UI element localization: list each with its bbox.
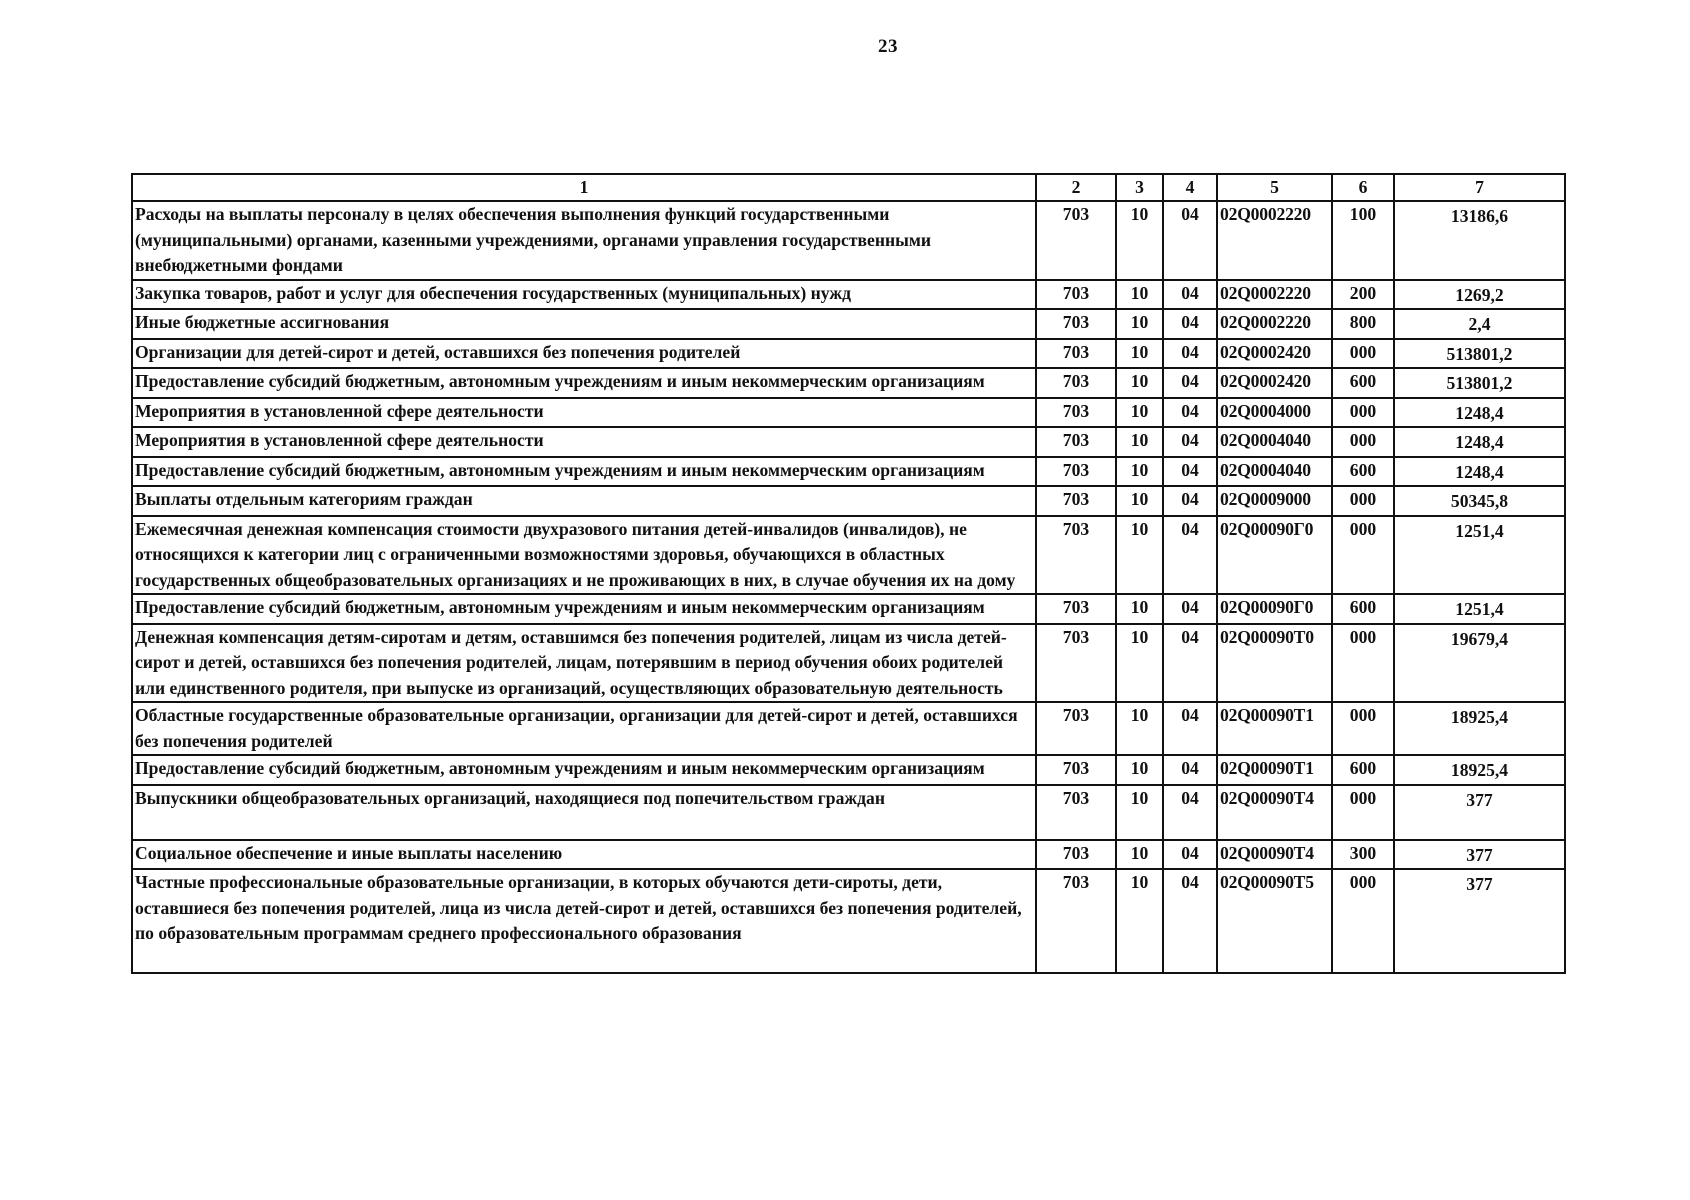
target-item-code: 02Q00090Т4: [1217, 840, 1332, 870]
expense-name: Предоставление субсидий бюджетным, автономным учреждениям и иным некоммерческим организациям: [132, 755, 1036, 785]
section-code: 10: [1116, 398, 1163, 428]
column-header: 5: [1217, 174, 1332, 201]
section-code: 10: [1116, 201, 1163, 280]
table-row: [132, 368, 1565, 398]
ministry-code: 703: [1036, 486, 1116, 516]
target-item-code: 02Q0002220: [1217, 280, 1332, 310]
section-code: 10: [1116, 624, 1163, 703]
expense-name: Организации для детей-сирот и детей, оставшихся без попечения родителей: [132, 339, 1036, 369]
expense-name: Предоставление субсидий бюджетным, автономным учреждениям и иным некоммерческим организациям: [132, 457, 1036, 487]
section-code: 10: [1116, 457, 1163, 487]
subsection-code: 04: [1163, 755, 1217, 785]
expense-type-code: 600: [1332, 755, 1394, 785]
column-header: 4: [1163, 174, 1217, 201]
ministry-code: 703: [1036, 840, 1116, 870]
subsection-code: 04: [1163, 201, 1217, 280]
section-code: 10: [1116, 339, 1163, 369]
target-item-code: 02Q0004000: [1217, 398, 1332, 428]
table-row: [132, 785, 1565, 840]
section-code: 10: [1116, 516, 1163, 595]
expense-type-code: 000: [1332, 624, 1394, 703]
ministry-code: 703: [1036, 339, 1116, 369]
ministry-code: 703: [1036, 201, 1116, 280]
table-row: [132, 755, 1565, 785]
subsection-code: 04: [1163, 785, 1217, 840]
amount: 513801,2: [1394, 339, 1565, 369]
expense-type-code: 000: [1332, 785, 1394, 840]
amount: 50345,8: [1394, 486, 1565, 516]
amount: 1251,4: [1394, 516, 1565, 595]
target-item-code: 02Q00090Т4: [1217, 785, 1332, 840]
table-row: [132, 486, 1565, 516]
expense-type-code: 000: [1332, 516, 1394, 595]
ministry-code: 703: [1036, 702, 1116, 755]
target-item-code: 02Q0009000: [1217, 486, 1332, 516]
section-code: 10: [1116, 594, 1163, 624]
subsection-code: 04: [1163, 398, 1217, 428]
expense-type-code: 800: [1332, 309, 1394, 339]
amount: 377: [1394, 869, 1565, 973]
target-item-code: 02Q0002420: [1217, 339, 1332, 369]
amount: 18925,4: [1394, 702, 1565, 755]
budget-table: [131, 173, 1566, 974]
expense-name: Выплаты отдельным категориям граждан: [132, 486, 1036, 516]
column-header: 6: [1332, 174, 1394, 201]
section-code: 10: [1116, 840, 1163, 870]
expense-type-code: 600: [1332, 368, 1394, 398]
expense-type-code: 000: [1332, 398, 1394, 428]
target-item-code: 02Q00090Т0: [1217, 624, 1332, 703]
section-code: 10: [1116, 869, 1163, 973]
column-header: 7: [1394, 174, 1565, 201]
table-row: [132, 309, 1565, 339]
target-item-code: 02Q0004040: [1217, 457, 1332, 487]
amount: 1248,4: [1394, 427, 1565, 457]
section-code: 10: [1116, 309, 1163, 339]
ministry-code: 703: [1036, 516, 1116, 595]
page-number: 23: [878, 36, 898, 57]
table-row: [132, 594, 1565, 624]
expense-name: Закупка товаров, работ и услуг для обеспечения государственных (муниципальных) нужд: [132, 280, 1036, 310]
expense-type-code: 000: [1332, 869, 1394, 973]
expense-name: Областные государственные образовательные организации, организации для детей-сирот и детей, оставшихся без попечения родителей: [132, 702, 1036, 755]
expense-type-code: 600: [1332, 594, 1394, 624]
expense-name: Мероприятия в установленной сфере деятельности: [132, 427, 1036, 457]
target-item-code: 02Q00090Т1: [1217, 702, 1332, 755]
expense-type-code: 200: [1332, 280, 1394, 310]
target-item-code: 02Q0002220: [1217, 309, 1332, 339]
ministry-code: 703: [1036, 457, 1116, 487]
expense-name: Мероприятия в установленной сфере деятельности: [132, 398, 1036, 428]
column-header: 2: [1036, 174, 1116, 201]
column-header: 3: [1116, 174, 1163, 201]
amount: 1251,4: [1394, 594, 1565, 624]
section-code: 10: [1116, 427, 1163, 457]
subsection-code: 04: [1163, 457, 1217, 487]
amount: 513801,2: [1394, 368, 1565, 398]
column-header: 1: [132, 174, 1036, 201]
expense-type-code: 000: [1332, 486, 1394, 516]
table-row: [132, 624, 1565, 703]
target-item-code: 02Q0002420: [1217, 368, 1332, 398]
target-item-code: 02Q0004040: [1217, 427, 1332, 457]
ministry-code: 703: [1036, 427, 1116, 457]
section-code: 10: [1116, 702, 1163, 755]
amount: 18925,4: [1394, 755, 1565, 785]
expense-name: Социальное обеспечение и иные выплаты населению: [132, 840, 1036, 870]
ministry-code: 703: [1036, 280, 1116, 310]
ministry-code: 703: [1036, 398, 1116, 428]
expense-type-code: 000: [1332, 702, 1394, 755]
target-item-code: 02Q00090Г0: [1217, 594, 1332, 624]
subsection-code: 04: [1163, 869, 1217, 973]
expense-name: Предоставление субсидий бюджетным, автономным учреждениям и иным некоммерческим организациям: [132, 594, 1036, 624]
amount: 1248,4: [1394, 457, 1565, 487]
expense-name: Выпускники общеобразовательных организаций, находящиеся под попечительством граждан: [132, 785, 1036, 840]
amount: 19679,4: [1394, 624, 1565, 703]
table-row: [132, 457, 1565, 487]
amount: 377: [1394, 785, 1565, 840]
ministry-code: 703: [1036, 309, 1116, 339]
subsection-code: 04: [1163, 427, 1217, 457]
expense-type-code: 100: [1332, 201, 1394, 280]
expense-type-code: 000: [1332, 427, 1394, 457]
subsection-code: 04: [1163, 368, 1217, 398]
expense-type-code: 600: [1332, 457, 1394, 487]
expense-type-code: 300: [1332, 840, 1394, 870]
table-row: [132, 201, 1565, 280]
section-code: 10: [1116, 368, 1163, 398]
subsection-code: 04: [1163, 280, 1217, 310]
table-row: [132, 702, 1565, 755]
section-code: 10: [1116, 280, 1163, 310]
section-code: 10: [1116, 785, 1163, 840]
subsection-code: 04: [1163, 516, 1217, 595]
target-item-code: 02Q0002220: [1217, 201, 1332, 280]
table-row: [132, 516, 1565, 595]
expense-name: Денежная компенсация детям-сиротам и детям, оставшимся без попечения родителей, лицам из числа детей-сирот и детей, оставшихся без попечения родителей, лицам, потерявшим в период обучения обоих родителей или единственного родителя, при выпуске из организаций, осуществляющих образовательную деятельность: [132, 624, 1036, 703]
subsection-code: 04: [1163, 309, 1217, 339]
ministry-code: 703: [1036, 594, 1116, 624]
target-item-code: 02Q00090Г0: [1217, 516, 1332, 595]
subsection-code: 04: [1163, 702, 1217, 755]
table-row: [132, 339, 1565, 369]
amount: 377: [1394, 840, 1565, 870]
table-row: [132, 427, 1565, 457]
subsection-code: 04: [1163, 840, 1217, 870]
amount: 1269,2: [1394, 280, 1565, 310]
target-item-code: 02Q00090Т5: [1217, 869, 1332, 973]
ministry-code: 703: [1036, 755, 1116, 785]
ministry-code: 703: [1036, 785, 1116, 840]
subsection-code: 04: [1163, 594, 1217, 624]
amount: 2,4: [1394, 309, 1565, 339]
table-row: [132, 280, 1565, 310]
section-code: 10: [1116, 486, 1163, 516]
subsection-code: 04: [1163, 486, 1217, 516]
ministry-code: 703: [1036, 869, 1116, 973]
amount: 13186,6: [1394, 201, 1565, 280]
target-item-code: 02Q00090Т1: [1217, 755, 1332, 785]
expense-name: Расходы на выплаты персоналу в целях обеспечения выполнения функций государственными (муниципальными) органами, казенными учреждениями, органами управления государственными внебюджетными фондами: [132, 201, 1036, 280]
ministry-code: 703: [1036, 624, 1116, 703]
expense-name: Предоставление субсидий бюджетным, автономным учреждениям и иным некоммерческим организациям: [132, 368, 1036, 398]
table-row: [132, 398, 1565, 428]
expense-type-code: 000: [1332, 339, 1394, 369]
section-code: 10: [1116, 755, 1163, 785]
ministry-code: 703: [1036, 368, 1116, 398]
subsection-code: 04: [1163, 339, 1217, 369]
expense-name: Ежемесячная денежная компенсация стоимости двухразового питания детей-инвалидов (инвалидов), не относящихся к категории лиц с ограниченными возможностями здоровья, обучающихся в областных государственных общеобразовательных организациях и не проживающих в них, в случае обучения их на дому: [132, 516, 1036, 595]
amount: 1248,4: [1394, 398, 1565, 428]
subsection-code: 04: [1163, 624, 1217, 703]
table-row: [132, 869, 1565, 973]
table-row: [132, 840, 1565, 870]
expense-name: Иные бюджетные ассигнования: [132, 309, 1036, 339]
expense-name: Частные профессиональные образовательные организации, в которых обучаются дети-сироты, дети, оставшиеся без попечения родителей, лица из числа детей-сирот и детей, оставшихся без попечения родителей, по образовательным программам среднего профессионального образования: [132, 869, 1036, 973]
header-row: [132, 174, 1565, 201]
